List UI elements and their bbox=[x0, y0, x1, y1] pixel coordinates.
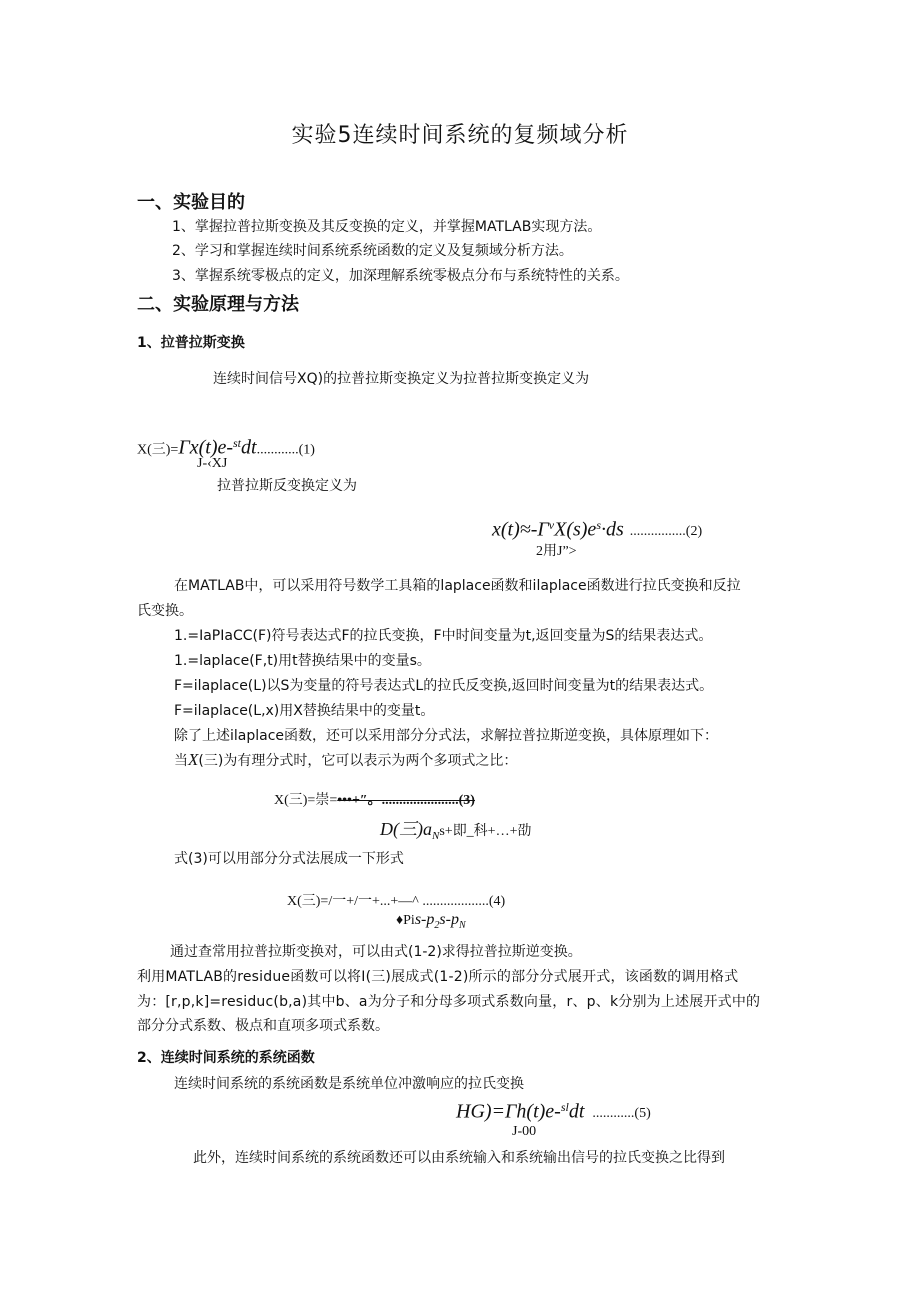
rational-text: (三)为有理分式时，它可以表示为两个多项式之比： bbox=[198, 753, 518, 769]
rational-prefix: 当 bbox=[174, 753, 188, 769]
subsection-heading-system-function: 2、连续时间系统的系统函数 bbox=[137, 1050, 315, 1066]
equation-2-main: x(t)≈-Γ bbox=[492, 518, 549, 541]
equation-5-tail: dt bbox=[568, 1100, 585, 1123]
matlab-paragraph-line-1: 在MATLAB中，可以采用符号数学工具箱的laplace函数和ilaplace函数进行拉氏变换和反拉 bbox=[174, 578, 741, 594]
command-laplace: 1.=IaPIaCC(F)符号表达式F的拉氏变换，F中时间变量为t,返回变量为S的结果表达式。 bbox=[174, 628, 713, 644]
equation-2 bbox=[492, 518, 702, 541]
objective-item-2: 2、学习和掌握连续时间系统系统函数的定义及复频域分析方法。 bbox=[172, 243, 573, 259]
equation-3-den-a: D(三)a bbox=[380, 819, 432, 839]
equation-1-main: Γx(t)e- bbox=[178, 436, 234, 459]
equation-5-limit: J-00 bbox=[512, 1124, 537, 1139]
equation-1-prefix: X(三)= bbox=[137, 442, 179, 458]
equation-5-dots: ............(5) bbox=[592, 1106, 651, 1122]
equation-2-dots: ................(2) bbox=[629, 524, 703, 540]
equation-3 bbox=[274, 789, 475, 809]
equation-4: X(三)=/一+/一+...+—^ ...................(4) bbox=[287, 894, 506, 909]
equation-4-denominators bbox=[396, 909, 466, 931]
equation-1-limit: J-‹XJ bbox=[197, 456, 228, 471]
equation-2-mid: X(s)e bbox=[554, 518, 597, 541]
rational-variable: X bbox=[188, 750, 199, 769]
equation-1-sup: st bbox=[233, 436, 242, 450]
equation-3-denominator bbox=[380, 815, 531, 842]
equation-5 bbox=[456, 1100, 651, 1123]
equation-4-den-b: s-p bbox=[414, 911, 435, 928]
equation-4-den-c: s-p bbox=[439, 911, 459, 928]
equation-3-prefix: X(三)=崇= bbox=[274, 793, 338, 808]
closing-paragraph: 此外，连续时间系统的系统函数还可以由系统输入和系统输出信号的拉氏变换之比得到 bbox=[193, 1150, 725, 1166]
residue-line-1: 利用MATLAB的residue函数可以将I(三)展成式(1-2)所示的部分分式展开式，该函数的调用格式 bbox=[137, 969, 739, 985]
objective-item-1: 1、掌握拉普拉斯变换及其反变换的定义，并掌握MATLAB实现方法。 bbox=[172, 219, 602, 235]
equation-5-sup: sl bbox=[560, 1100, 569, 1114]
subsection-heading-laplace: 1、拉普拉斯变换 bbox=[137, 335, 245, 351]
section-heading-principles: 二、实验原理与方法 bbox=[137, 294, 299, 315]
equation-2-tail: ·ds bbox=[600, 518, 624, 541]
residue-line-2: 为：[r,p,k]=residuc(b,a)其中b、a为分子和分母多项式系数向量，r、p、k分别为上述展开式中的 bbox=[137, 994, 761, 1010]
objective-item-3: 3、掌握系统零极点的定义，加深理解系统零极点分布与系统特性的关系。 bbox=[172, 268, 629, 284]
page-title: 实验5连续时间系统的复频域分析 bbox=[291, 123, 629, 148]
equation-2-sup-2: s bbox=[596, 518, 601, 532]
lookup-text: 通过查常用拉普拉斯变换对，可以由式(1-2)求得拉普拉斯逆变换。 bbox=[170, 944, 582, 960]
equation-4-den-b-sub: 2 bbox=[434, 920, 440, 932]
equation-3-den-b: s+即_科+…+劭 bbox=[439, 824, 532, 839]
equation-2-sup-1: v bbox=[548, 518, 555, 532]
equation-3-followup: 式(3)可以用部分分式法展成一下形式 bbox=[174, 851, 404, 867]
section-heading-objectives-text: 一、实验目的 bbox=[137, 192, 245, 213]
equation-4-den-c-sub: N bbox=[458, 920, 466, 932]
inverse-laplace-intro: 拉普拉斯反变换定义为 bbox=[217, 478, 357, 494]
equation-2-limit: 2用J”> bbox=[536, 544, 577, 559]
system-function-intro: 连续时间系统的系统函数是系统单位冲激响应的拉氏变换 bbox=[174, 1076, 524, 1092]
partial-fraction-intro: 除了上述ilaplace函数，还可以采用部分分式法，求解拉普拉斯逆变换，具体原理如下： bbox=[174, 728, 719, 744]
equation-3-den-sub: N bbox=[432, 830, 440, 843]
equation-4-den-a: ♦Pi bbox=[396, 913, 415, 928]
equation-3-numerator: •••+″。......................(3) bbox=[337, 793, 475, 808]
laplace-intro: 连续时间信号XQ)的拉普拉斯变换定义为拉普拉斯变换定义为 bbox=[213, 371, 590, 387]
equation-5-main: HG)=Γh(t)e- bbox=[456, 1100, 561, 1123]
rational-function-text bbox=[174, 750, 517, 770]
matlab-paragraph-line-2: 氏变换。 bbox=[137, 603, 193, 619]
residue-line-3: 部分分式系数、极点和直项多项式系数。 bbox=[137, 1018, 389, 1034]
command-ilaplace: F=ilaplace(L)以S为变量的符号表达式L的拉氏反变换,返回时间变量为t的结果表达式。 bbox=[174, 678, 714, 694]
command-ilaplace-x: F=ilaplace(L,x)用X替换结果中的变量t。 bbox=[174, 703, 435, 719]
command-laplace-t: 1.=laplace(F,t)用t替换结果中的变量s。 bbox=[174, 653, 431, 669]
equation-1-tail: dt bbox=[241, 436, 257, 459]
equation-1-dots: ............(1) bbox=[256, 442, 315, 458]
